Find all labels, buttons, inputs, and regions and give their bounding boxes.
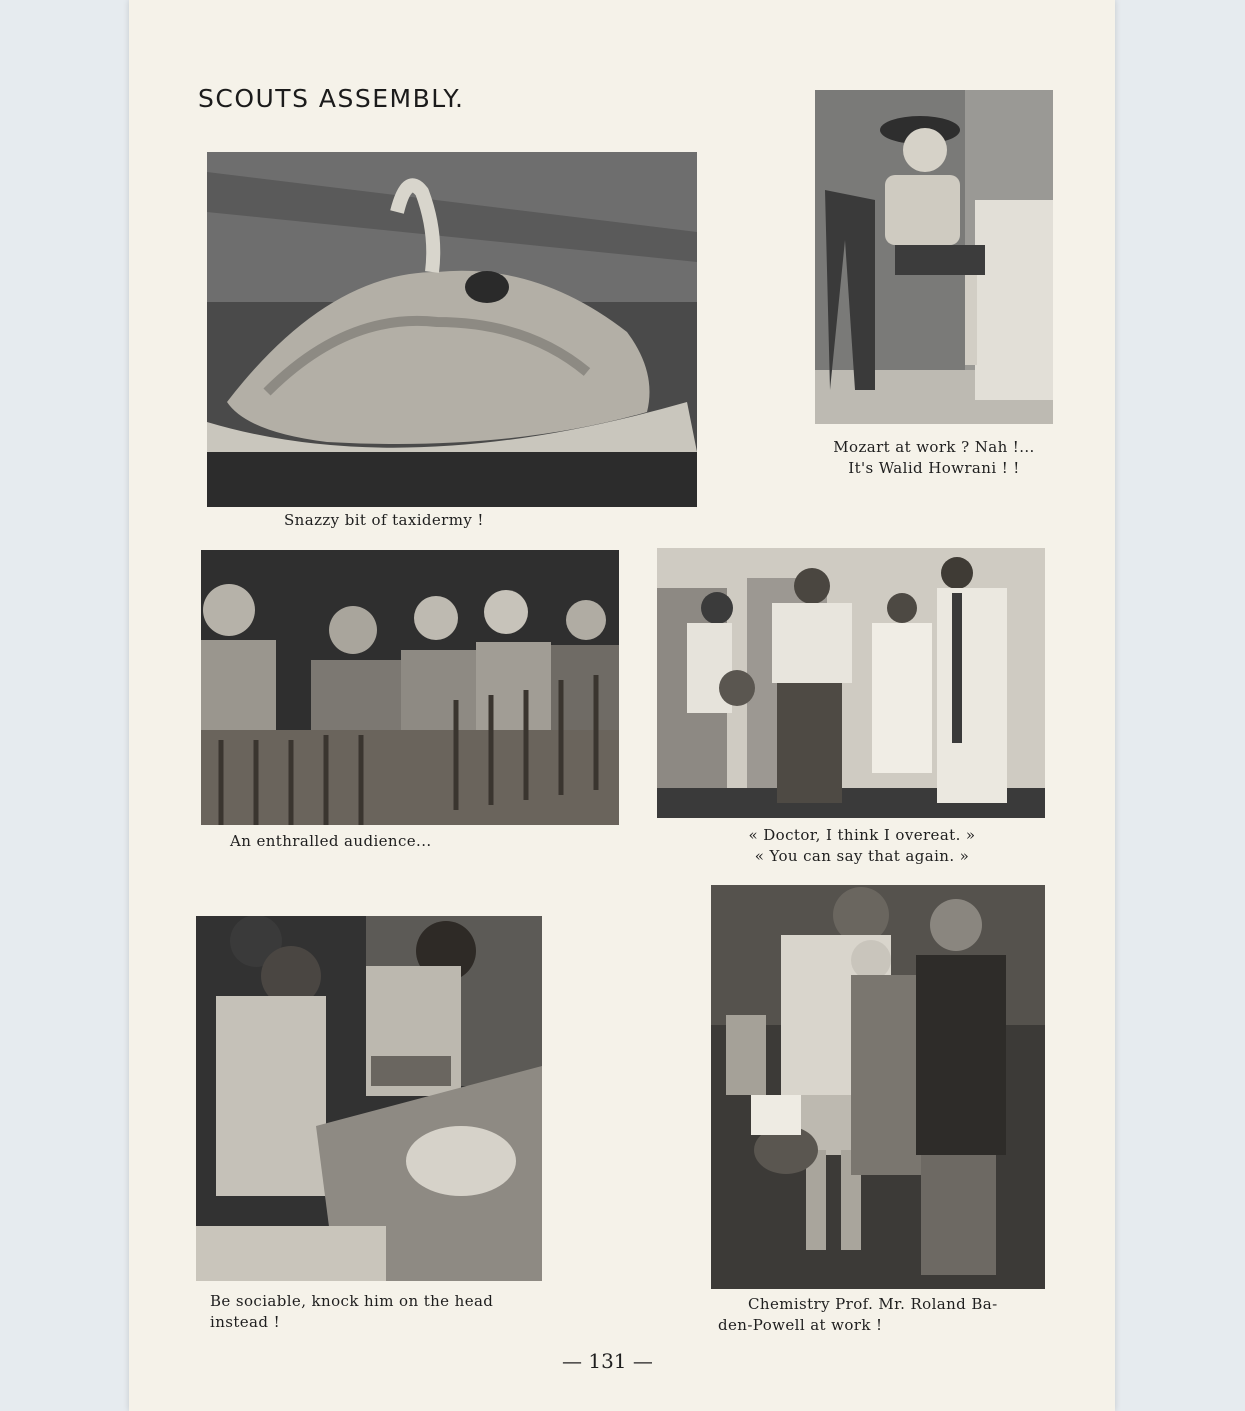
caption-line: « You can say that again. » (754, 847, 970, 865)
caption-line: Chemistry Prof. Mr. Roland Ba- (748, 1295, 998, 1313)
caption-chemistry (718, 1294, 998, 1336)
page-number: — 131 — (562, 1349, 653, 1373)
photo-audience (201, 550, 619, 825)
caption-audience (230, 831, 432, 852)
caption-line: den-Powell at work ! (718, 1316, 883, 1334)
photo-doctor (657, 548, 1045, 818)
caption-sociable (210, 1291, 493, 1333)
caption-taxidermy (284, 510, 484, 531)
caption-line: Be sociable, knock him on the head (210, 1292, 494, 1310)
page-title: SCOUTS ASSEMBLY. (198, 84, 465, 113)
photo-piano (815, 90, 1053, 424)
photo-sociable (196, 916, 542, 1281)
photo-taxidermy (207, 152, 697, 507)
caption-line: It's Walid Howrani ! ! (848, 459, 1020, 477)
caption-line: Mozart at work ? Nah !... (833, 438, 1035, 456)
caption-line: Snazzy bit of taxidermy ! (284, 511, 484, 529)
photo-chemistry (711, 885, 1045, 1289)
caption-piano (815, 437, 1053, 479)
caption-doctor (657, 825, 1067, 867)
caption-line: An enthralled audience... (230, 832, 432, 850)
caption-line: « Doctor, I think I overeat. » (748, 826, 976, 844)
caption-line: instead ! (210, 1313, 281, 1331)
